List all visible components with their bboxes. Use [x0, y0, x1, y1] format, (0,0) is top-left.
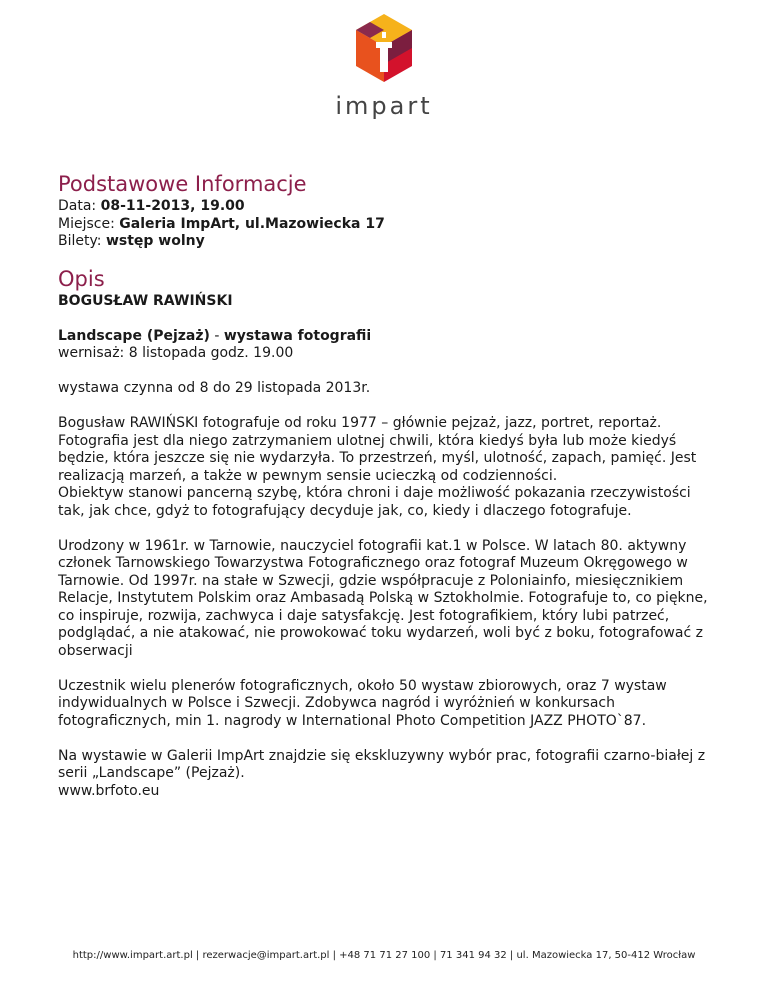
impart-logo-icon: [352, 12, 416, 84]
artist-website-link[interactable]: www.brfoto.eu: [58, 782, 160, 799]
paragraph-1b: Obiektyw stanowi pancerną szybę, która chroni i daje możliwość pokazania rzeczywistości tak, jak chce, gdyż to fotografujący decyduje jak, co, kiedy i dlaczego fotografuje.: [58, 485, 691, 519]
place-value: Galeria ImpArt, ul.Mazowiecka 17: [119, 215, 385, 232]
exhibition-title-line: [58, 328, 708, 346]
place-line: [58, 216, 708, 234]
date-value: 08-11-2013, 19.00: [100, 198, 245, 214]
date-label: Data:: [58, 198, 97, 214]
basic-info-heading: Podstawowe Informacje: [58, 172, 307, 196]
exhibition-type: wystawa fotografii: [223, 327, 372, 344]
impart-logo: [324, 12, 444, 120]
vernissage-text: wernisaż: 8 listopada godz. 19.00: [58, 345, 294, 361]
paragraph-1a: Bogusław RAWIŃSKI fotografuje od roku 1977 – głównie pejzaż, jazz, portret, reportaż. Fotografia jest dla niego zatrzymaniem ulotnej chwili, która kiedyś była lub może kiedyś będzie, która jeszcze się nie wydarzyła. To przestrzeń, myśl, ulotność, zapach, pamięć. Jest realizacją marzeń, a także w pewnym sensie ucieczką od codzienności.: [58, 415, 697, 484]
impart-logo-text: impart: [335, 92, 433, 120]
date-line: [58, 198, 708, 216]
description-heading: Opis: [58, 266, 105, 291]
paragraph-2: Urodzony w 1961r. w Tarnowie, nauczyciel fotografii kat.1 w Polsce. W latach 80. aktywny członek Tarnowskiego Towarzystwa Fotograficznego oraz fotograf Muzeum Okręgowego w Tarnowie. Od 1997r. na stałe w Szwecji, gdzie współpracuje z Poloniainfo, miesięcznikiem Relacje, Instytutem Polskim oraz Ambasadą Polską w Sztokholmie. Fotografuje to, co piękne, co inspiruje, rozwija, zachwyca i daje satysfakcję. Jest fotografikiem, który lubi patrzeć, podglądać, a nie atakować, nie prowokować toku wydarzeń, woli być z boku, fotografować z obserwacji: [58, 537, 708, 659]
open-dates-text: wystawa czynna od 8 do 29 listopada 2013r.: [58, 380, 371, 396]
tickets-label: Bilety:: [58, 233, 102, 249]
paragraph-4: Na wystawie w Galerii ImpArt znajdzie się ekskluzywny wybór prac, fotografii czarno-białej z serii „Landscape” (Pejzaż).: [58, 747, 706, 781]
event-content: [58, 170, 708, 800]
exhibition-separator: -: [209, 327, 224, 344]
tickets-value: wstęp wolny: [105, 233, 205, 249]
paragraph-3: Uczestnik wielu plenerów fotograficznych, około 50 wystaw zbiorowych, oraz 7 wystaw indywidualnych w Polsce i Szwecji. Zdobywca nagród i wyróżnień w konkursach fotograficznych, min 1. nagrody w International Photo Competition JAZZ PHOTO`87.: [58, 677, 667, 729]
place-label: Miejsce:: [58, 215, 115, 232]
artist-name: BOGUSŁAW RAWIŃSKI: [58, 292, 233, 309]
tickets-line: [58, 233, 708, 251]
exhibition-title: Landscape (Pejzaż): [58, 327, 210, 344]
footer-contact: http://www.impart.art.pl | rezerwacje@impart.art.pl | +48 71 71 27 100 | 71 341 94 32 | ul. Mazowiecka 17, 50-412 Wrocław: [72, 950, 696, 961]
